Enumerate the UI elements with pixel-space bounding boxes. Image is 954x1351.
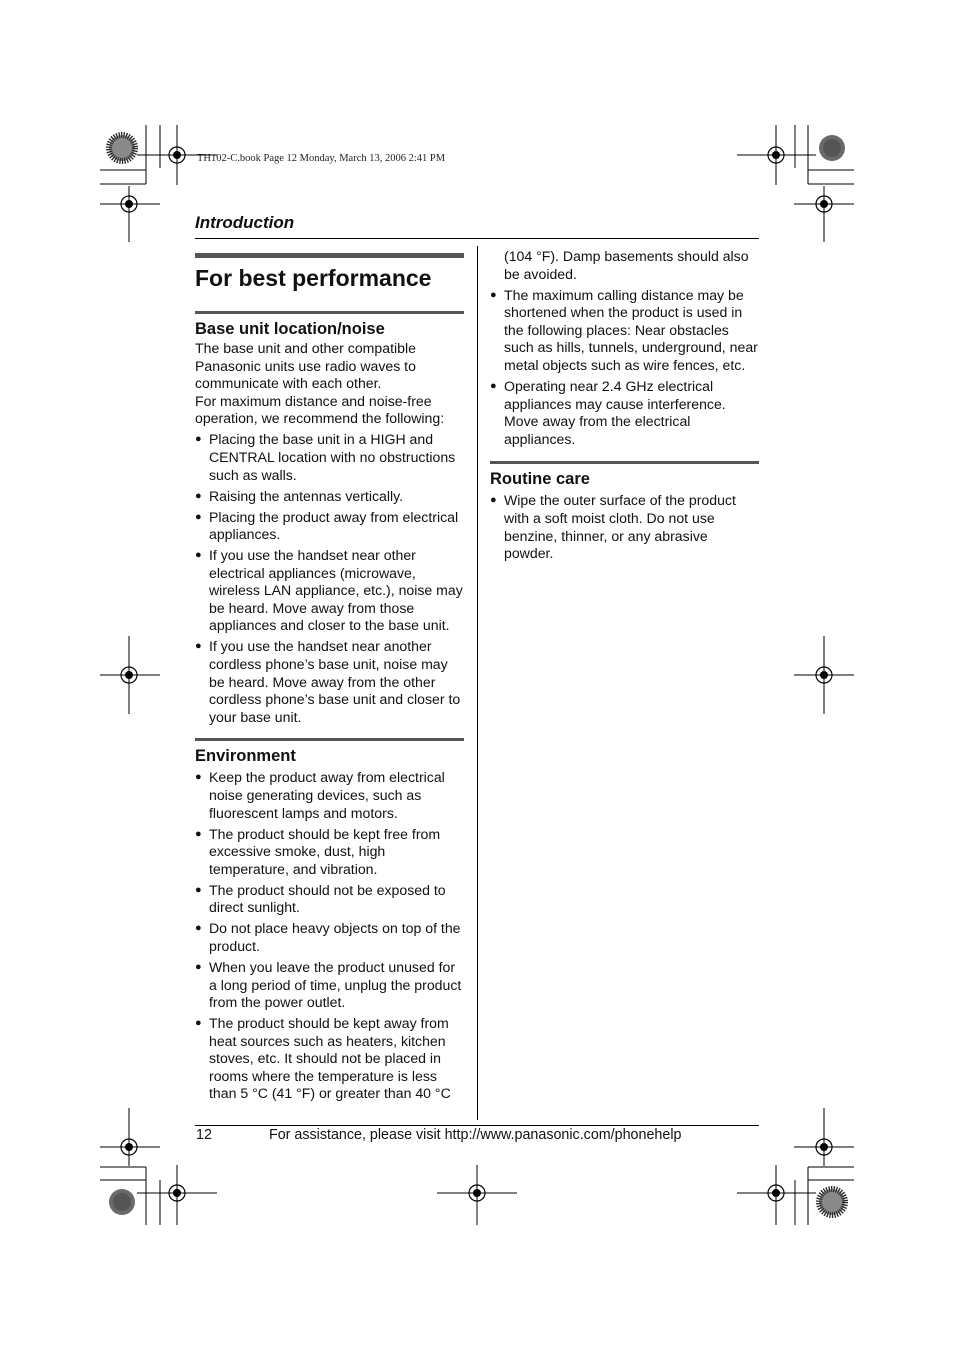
assistance-link[interactable]: For assistance, please visit http://www.panasonic.com/phonehelp xyxy=(269,1127,682,1143)
environment-heading: Environment xyxy=(195,747,296,766)
bullet-icon: ● xyxy=(490,379,497,392)
left-column xyxy=(195,253,464,1106)
list-item: ● Raising the antennas vertically. xyxy=(195,487,404,504)
routine-care-heading: Routine care xyxy=(490,470,590,489)
list-item: ● Wipe the outer surface of the product with a soft moist cloth. Do not use benzine, thinner, or any abrasive powder. xyxy=(490,492,736,562)
list-item: ● Keep the product away from electrical noise generating devices, such as fluorescent lamps and motors. xyxy=(195,769,445,821)
bullet-icon: ● xyxy=(490,494,497,507)
column-divider xyxy=(477,246,478,1120)
page-number: 12 xyxy=(196,1127,212,1143)
bullet-icon: ● xyxy=(195,433,202,446)
environment-bar xyxy=(195,738,464,741)
bullet-icon: ● xyxy=(195,549,202,562)
list-item: ● When you leave the product unused for a long period of time, unplug the product from the power outlet. xyxy=(195,958,462,1011)
base-unit-bar xyxy=(195,311,464,314)
list-item: ● The product should not be exposed to direct sunlight. xyxy=(195,881,446,916)
base-unit-heading: Base unit location/noise xyxy=(195,320,385,338)
header-rule xyxy=(195,238,759,239)
bullet-icon: ● xyxy=(195,960,202,973)
print-header: TH102-C.book Page 12 Monday, March 13, 2006 2:41 PM xyxy=(197,153,446,164)
list-item: ● The maximum calling distance may be shortened when the product is used in the following places: Near obstacles such as hills, tunnels, underground, near metal objects such as wire fences, etc. xyxy=(490,286,758,373)
list-item: ● If you use the handset near other electrical appliances (microwave, wireless LAN appliance, etc.), noise may be heard. Move away from those appliances and closer to the base unit. xyxy=(195,547,463,634)
bullet-icon: ● xyxy=(195,771,202,784)
bullet-icon: ● xyxy=(195,489,202,502)
routine-care-bar xyxy=(490,461,759,464)
bullet-icon: ● xyxy=(195,1017,202,1030)
bullet-icon: ● xyxy=(195,510,202,523)
section-label: Introduction xyxy=(195,213,295,232)
bullet-icon: ● xyxy=(490,288,497,301)
distance-list xyxy=(490,287,759,449)
page-title: For best performance xyxy=(195,265,432,291)
footer-rule xyxy=(195,1125,759,1126)
list-item: ● The product should be kept away from heat sources such as heaters, kitchen stoves, etc. It should not be placed in rooms where the temperature is less than 5 °C (41 °F) or greater than 40 °C xyxy=(195,1015,451,1102)
bullet-icon: ● xyxy=(195,922,202,935)
base-unit-list xyxy=(195,431,464,726)
list-item: ● Placing the base unit in a HIGH and CENTRAL location with no obstructions such as walls. xyxy=(195,431,456,483)
list-item: ● The product should be kept free from excessive smoke, dust, high temperature, and vibration. xyxy=(195,825,441,877)
right-column xyxy=(490,248,759,566)
continued-text: (104 °F). Damp basements should also be avoided. xyxy=(504,248,749,282)
list-item: ● Placing the product away from electrical appliances. xyxy=(195,508,459,543)
environment-list xyxy=(195,769,464,1103)
base-unit-intro-2: For maximum distance and noise-free operation, we recommend the following: xyxy=(195,392,445,427)
bullet-icon: ● xyxy=(195,640,202,653)
routine-care-list xyxy=(490,492,759,562)
list-item: ● Do not place heavy objects on top of the product. xyxy=(195,920,461,954)
list-item: ● Operating near 2.4 GHz electrical appliances may cause interference. Move away from the electrical appliances. xyxy=(490,377,726,447)
base-unit-intro-1: The base unit and other compatible Panasonic units use radio waves to communicate with each other. xyxy=(195,340,416,392)
bullet-icon: ● xyxy=(195,883,202,896)
list-item: ● If you use the handset near another cordless phone’s base unit, noise may be heard. Move away from the other cordless phone’s base unit and closer to your base unit. xyxy=(195,638,461,725)
bullet-icon: ● xyxy=(195,827,202,840)
title-bar xyxy=(195,253,464,258)
